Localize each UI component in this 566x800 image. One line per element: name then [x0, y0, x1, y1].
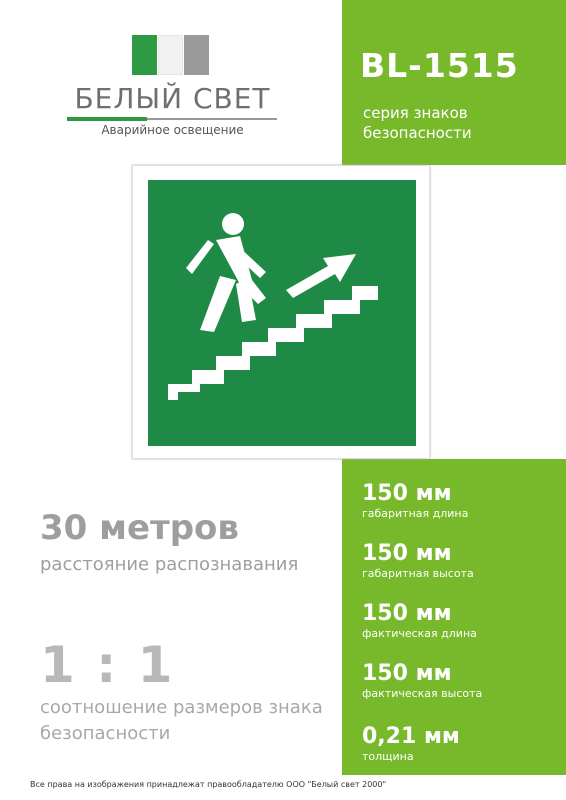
spec-value: 150 мм — [362, 601, 452, 626]
copyright-footer: Все права на изображения принадлежат правообладателю ООО "Белый свет 2000" — [30, 780, 387, 789]
spec-value: 150 мм — [362, 541, 452, 566]
spec-label: фактическая высота — [362, 687, 483, 700]
aspect-ratio-value: 1 : 1 — [40, 636, 175, 694]
spec-overall-length — [362, 481, 562, 521]
spec-value: 150 мм — [362, 661, 452, 686]
recognition-distance-label: расстояние распознавания — [40, 554, 299, 575]
spec-actual-height — [362, 661, 562, 701]
spec-overall-height — [362, 541, 562, 581]
spec-actual-length — [362, 601, 562, 641]
spec-value: 0,21 мм — [362, 724, 460, 749]
product-code: BL-1515 — [360, 46, 519, 85]
spec-label: фактическая длина — [362, 627, 477, 640]
spec-label: габаритная высота — [362, 567, 474, 580]
brand-logo — [60, 35, 285, 145]
spec-label: габаритная длина — [362, 507, 469, 520]
product-series: серия знаков безопасности — [363, 104, 472, 142]
spec-label: толщина — [362, 750, 414, 763]
stairs-up-right-evacuation-icon — [148, 180, 416, 446]
aspect-ratio-label: соотношение размеров знака безопасности — [40, 697, 323, 744]
recognition-distance-value: 30 метров — [40, 508, 239, 548]
logo-name: БЕЛЫЙ СВЕТ — [74, 82, 271, 115]
logo-bars-icon — [132, 35, 210, 75]
spec-value: 150 мм — [362, 481, 452, 506]
logo-subtitle: Аварийное освещение — [101, 123, 244, 137]
spec-thickness — [362, 724, 562, 764]
logo-underline — [67, 117, 277, 121]
